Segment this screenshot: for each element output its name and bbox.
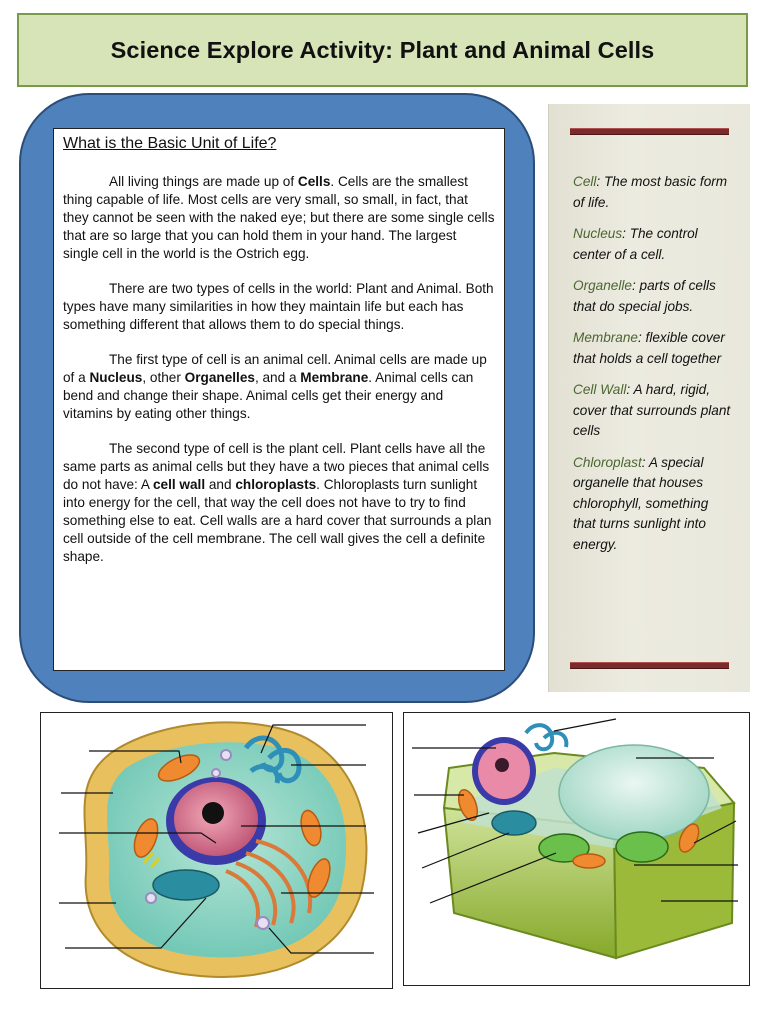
vocab-term: Membrane bbox=[573, 330, 638, 345]
reading-heading: What is the Basic Unit of Life? bbox=[63, 135, 277, 152]
vocab-definition: A hard, rigid, cover that surrounds plant cells bbox=[573, 382, 731, 438]
vocab-separator: : bbox=[631, 278, 640, 293]
paragraph-3 bbox=[63, 351, 495, 423]
vocab-term: Chloroplast bbox=[573, 454, 642, 470]
vocab-definition: The most basic form of life. bbox=[573, 174, 728, 210]
top-divider bbox=[570, 128, 729, 135]
vocab-term: Cell Wall bbox=[573, 382, 627, 397]
vocab-entry-organelle bbox=[573, 276, 733, 317]
term-chloroplasts: chloroplasts bbox=[235, 477, 317, 492]
paragraph-text: , and a bbox=[254, 370, 301, 385]
vocab-entry-membrane bbox=[573, 328, 733, 369]
vocab-term: Organelle bbox=[573, 278, 632, 293]
vocab-definition: The control center of a cell. bbox=[573, 226, 698, 262]
vocabulary-sidebar bbox=[548, 104, 750, 692]
paragraph-text: and bbox=[205, 477, 236, 492]
animal-cell-illustration bbox=[41, 713, 393, 989]
bottom-divider bbox=[570, 662, 729, 669]
vocab-separator: : bbox=[641, 454, 649, 470]
vocab-definition: A special organelle that houses chlorophyll, something that turns sunlight into energy. bbox=[573, 454, 709, 552]
term-nucleus: Nucleus bbox=[89, 370, 143, 385]
paragraph-1 bbox=[63, 173, 495, 263]
paragraph-text: , other bbox=[142, 370, 185, 385]
plant-cell-illustration bbox=[404, 713, 750, 986]
paragraph-text: The second type of cell is the plant cell. Plant cells have all the same parts as animal cells but they have a two pieces that animal cells do not have: A bbox=[63, 441, 490, 492]
animal-cell-diagram bbox=[40, 712, 393, 989]
vocab-separator: : bbox=[596, 174, 604, 189]
paragraph-text: . Cells are the smallest thing capable of life. Most cells are very small, so small, in fact, that they cannot be seen with the naked eye; but there are some single cells that are so large that you can hold them in your hand. The largest single cell in the world is the Ostrich egg. bbox=[63, 174, 495, 261]
smooth-er bbox=[492, 811, 536, 835]
vocab-term: Cell bbox=[573, 174, 597, 189]
vocab-entry-chloroplast bbox=[573, 453, 733, 556]
page-title: Science Explore Activity: Plant and Animal Cells bbox=[110, 36, 655, 63]
paragraph-text: . Animal cells can bend and change their shape. Animal cells get their energy and vitamins by eating other things. bbox=[63, 370, 474, 421]
vocab-entry-cell bbox=[573, 172, 733, 213]
reading-passage bbox=[53, 128, 505, 671]
vocab-definition: flexible cover that holds a cell together bbox=[573, 330, 725, 366]
nucleolus bbox=[202, 802, 224, 824]
term-organelles: Organelles bbox=[184, 370, 255, 385]
vocab-definition: parts of cells that do special jobs. bbox=[573, 278, 716, 314]
vocab-separator: : bbox=[622, 226, 630, 241]
nucleolus bbox=[495, 758, 509, 772]
vocab-entry-cell-wall bbox=[573, 380, 733, 442]
term-cells: Cells bbox=[297, 174, 331, 189]
title-banner bbox=[17, 13, 748, 87]
plant-cell-diagram bbox=[403, 712, 750, 986]
vocab-term: Nucleus bbox=[573, 226, 623, 241]
vocabulary-list bbox=[573, 172, 733, 566]
paragraph-2: There are two types of cells in the world: Plant and Animal. Both types have many similarities in how they maintain life but each has something different that allows them to do special things. bbox=[63, 281, 494, 332]
term-cell-wall: cell wall bbox=[152, 477, 206, 492]
term-membrane: Membrane bbox=[300, 370, 369, 385]
vocab-entry-nucleus bbox=[573, 224, 733, 265]
vocab-separator: : bbox=[626, 382, 634, 397]
vocab-separator: : bbox=[637, 330, 646, 345]
paragraph-text: The first type of cell is an animal cell. Animal cells are made up of a bbox=[63, 352, 487, 385]
golgi-apparatus bbox=[526, 725, 566, 749]
paragraph-text: . Chloroplasts turn sunlight into energy for the cell, that way the cell does not have to try to find something else to eat. Cell walls are a hard cover that surrounds a plan cell outside of the cell membrane. The cell wall gives the cell a definite shape. bbox=[63, 477, 492, 564]
paragraph-text: All living things are made up of bbox=[109, 174, 298, 189]
smooth-er bbox=[153, 870, 219, 900]
paragraph-4 bbox=[63, 440, 495, 566]
